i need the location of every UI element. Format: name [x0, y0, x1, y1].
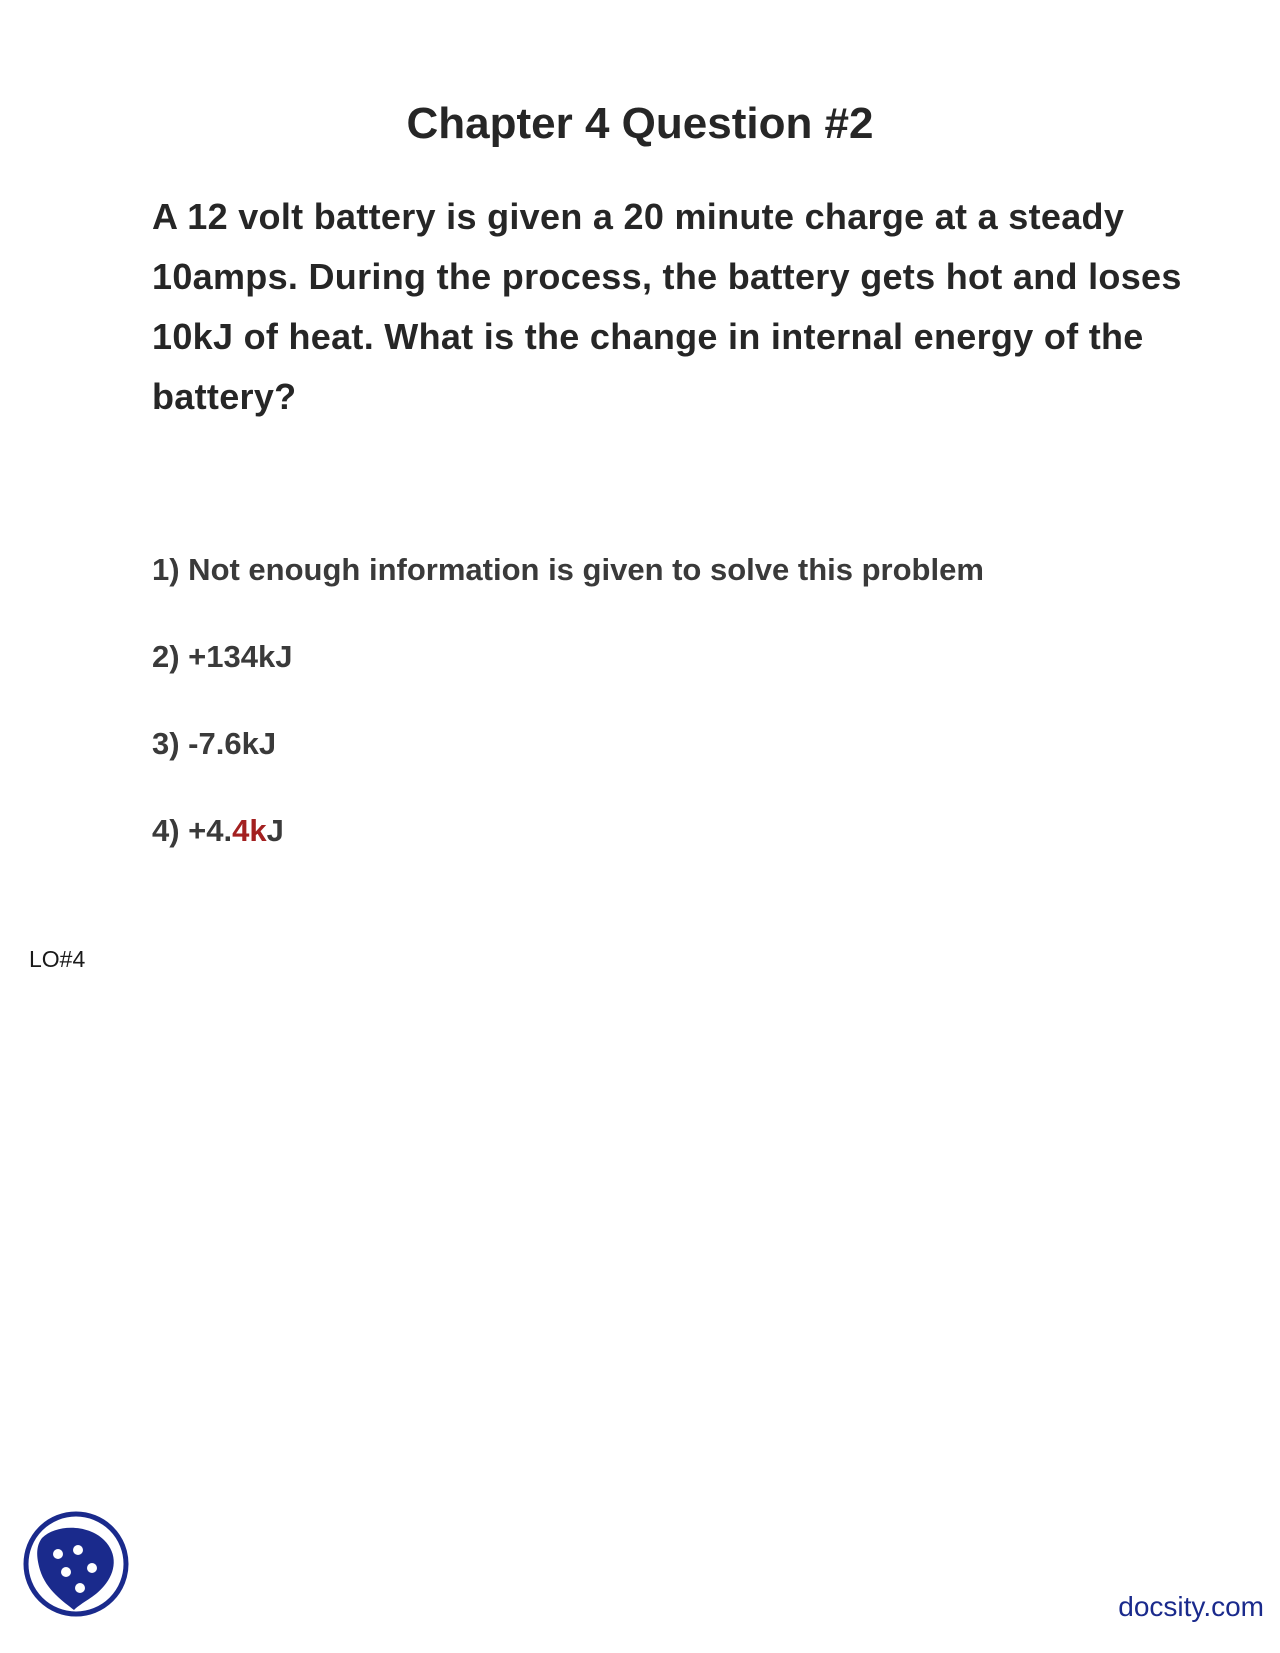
answer-option-4-suffix: J	[266, 813, 284, 848]
answer-option-4-prefix: 4) +4.	[152, 813, 233, 848]
answer-option-2: 2) +134kJ	[152, 639, 293, 674]
answer-option-4-highlight: 4k	[232, 813, 267, 848]
question-text: A 12 volt battery is given a 20 minute charge at a steady 10amps. During the process, the battery gets hot and loses 10kJ of heat. What is the change in internal energy of the battery?	[152, 196, 1182, 417]
answer-option-1: 1) Not enough information is given to solve this problem	[152, 552, 984, 587]
answer-option-4	[152, 811, 1202, 898]
learning-objective-label: LO#4	[29, 946, 86, 972]
answer-option-3: 3) -7.6kJ	[152, 726, 277, 761]
docsity-logo-icon[interactable]	[22, 1510, 130, 1618]
docsity-brand-link[interactable]: docsity.com	[1118, 1591, 1264, 1622]
answer-options	[152, 550, 1202, 898]
page-title: Chapter 4 Question #2	[406, 99, 874, 148]
